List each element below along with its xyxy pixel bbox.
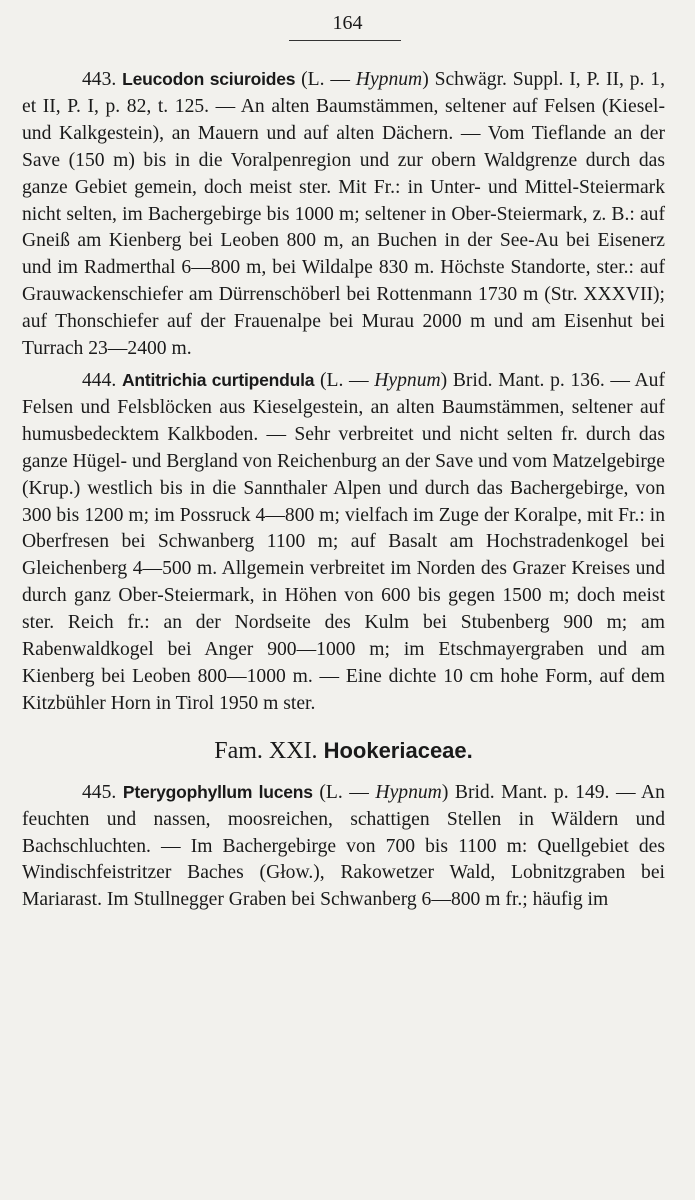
family-name: Hookeriaceae. [323, 737, 473, 763]
entry-number: 444. [82, 369, 117, 391]
species-name: Antitrichia curtipendula [121, 369, 315, 390]
species-entry-444 [22, 367, 665, 718]
entry-text: Brid. Mant. p. 149. — An feuchten und nassen, moosreichen, schattigen Stellen in Wäldern und Bachschluchten. — Im Bachergebirge von 700 bis 1100 m: Quellgebiet des Windischfeistritzer Baches (Głow.), Rakowetzer Wald, Lobnitzgraben bei Mariarast. Im Stullnegger Graben bei Schwanberg 6—800 m fr.; häufig im [22, 781, 665, 911]
header-rule [289, 40, 401, 41]
entry-number: 445. [82, 781, 117, 803]
species-entry-445 [22, 779, 665, 915]
authority-close: ) [441, 781, 455, 803]
authority-close: ) [440, 369, 453, 391]
family-heading [22, 738, 665, 765]
species-name: Leucodon sciuroides [122, 69, 296, 89]
genus-synonym: Hypnum [374, 369, 441, 391]
family-prefix: Fam. XXI. [214, 737, 318, 764]
authority-open: (L. — [312, 781, 376, 803]
page-number: 164 [332, 12, 363, 34]
species-name: Pterygophyllum lucens [122, 781, 313, 802]
authority-open: (L. — [314, 369, 375, 391]
genus-synonym: Hypnum [355, 69, 423, 90]
authority-close: ) [422, 69, 435, 90]
genus-synonym: Hypnum [375, 781, 442, 803]
entry-text: Brid. Mant. p. 136. — Auf Felsen und Felsblöcken aus Kieselgestein, an alten Baumstämmen, seltener auf humusbedecktem Kalkboden. — Sehr verbreitet und nicht selten fr. durch das ganze Hügel- und Bergland von Reichenburg an der Save und vom Matzelgebirge (Krup.) westlich bis in die Sannthaler Alpen und durch das Bachergebirge, von 300 bis 1200 m; im Possruck 4—800 m; vielfach im Zuge der Koralpe, mit Fr.: in Oberfresen bei Schwanberg 1100 m; auf Basalt am Hochstradenkogel bei Gleichenberg 4—500 m. Allgemein verbreitet im Norden des Grazer Kreises und durch ganz Ober-Steiermark, in Höhen von 600 bis gegen 1500 m; doch meist ster. Reich fr.: an der Nordseite des Kulm bei Stubenberg 900 m; am Rabenwaldkogel bei Anger 900—1000 m; im Etschmayergraben und am Kienberg bei Leoben 800—1000 m. — Eine dichte 10 cm hohe Form, auf dem Kitzbühler Horn in Tirol 1950 m ster. [22, 369, 665, 714]
entry-number: 443. [82, 69, 117, 90]
species-entry-443 [22, 66, 665, 363]
authority-open: (L. — [295, 69, 356, 90]
page-body [22, 66, 665, 918]
entry-text: Schwägr. Suppl. I, P. II, p. 1, et II, P. I, p. 82, t. 125. — An alten Baumstämmen, seltener auf Felsen (Kiesel- und Kalkgestein), an Mauern und auf alten Dächern. — Vom Tieflande an der Save (150 m) bis in die Voralpenregion und zur obern Waldgrenze durch das ganze Gebiet gemein, doch meist ster. Mit Fr.: in Unter- und Mittel-Steiermark nicht selten, im Bachergebirge bis 1000 m; seltener in Ober-Steiermark, z. B.: auf Gneiß am Kienberg bei Leoben 800 m, an Buchen in der See-Au bei Eisenerz und im Radmerthal 6—800 m, bei Wildalpe 830 m. Höchste Standorte, ster.: auf Grauwackenschiefer am Dürrenschöberl bei Rottenmann 1730 m (Str. XXXVII); auf Thonschiefer auf der Frauenalpe bei Murau 2000 m und am Eisenhut bei Turrach 23—2400 m. [22, 69, 665, 360]
